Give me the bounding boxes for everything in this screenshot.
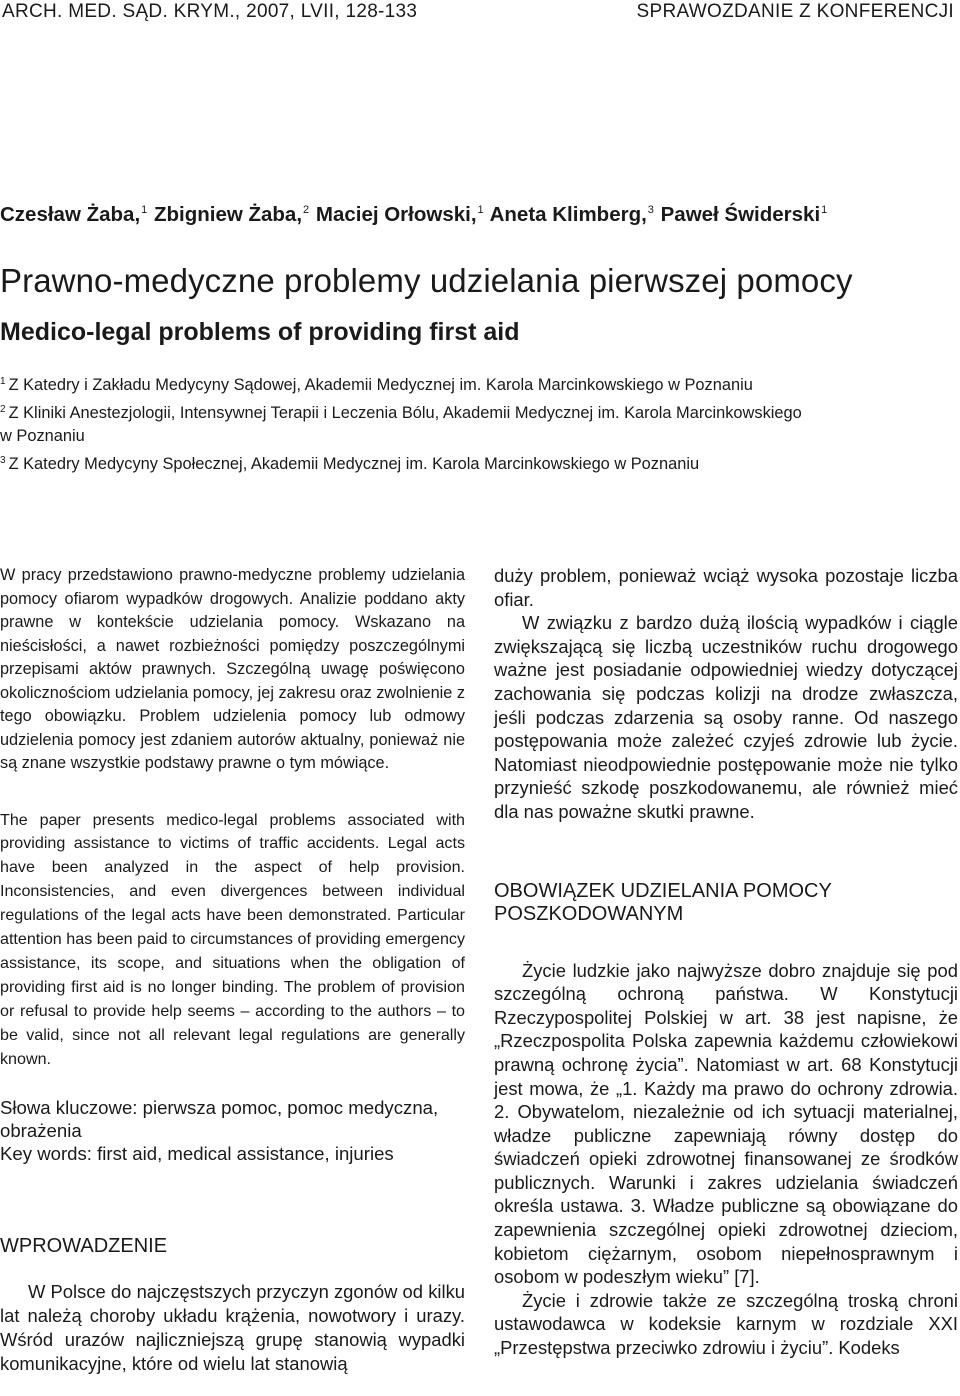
author-list bbox=[0, 203, 828, 227]
author-name: Zbigniew Żaba, bbox=[153, 203, 303, 226]
article-title-polish: Prawno-medyczne problemy udzielania pierwszej pomocy bbox=[0, 262, 853, 299]
affiliation-line: $^1$ Z Katedry i Zakładu Medycyny Sądowej, Akademii Medycznej im. Karola Marcinkowskiego w Poznaniu bbox=[0, 376, 753, 394]
author-name: Maciej Orłowski, bbox=[315, 203, 477, 226]
section-heading-introduction: WPROWADZENIE bbox=[0, 1235, 168, 1258]
keywords-polish: Słowa kluczowe: pierwsza pomoc, pomoc medyczna, obrażenia bbox=[0, 1097, 439, 1142]
affiliation-mark: 2 bbox=[0, 403, 6, 415]
abstract-polish: W pracy przedstawiono prawno-medyczne problemy udzielania pomocy ofiarom wypadków drogowych. Analizie poddano akty prawne w kontekście udzielania pomocy. Wskazano na nieścisłości, a nawet rozbieżności pomiędzy poszczególnymi przepisami aktów prawnych. Szczególną uwagę poświęcono okolicznościom udzielania pomocy, jej zakresu oraz zwolnienie z tego obowiązku. Problem udzielenia pomocy lub odmowy udzielenia pomocy jest zdaniem autorów aktualny, ponieważ nie są znane wszystkie podstawy prawne o tym mówiące. bbox=[0, 566, 465, 772]
body-paragraph: W związku z bardzo dużą ilością wypadków i ciągle zwiększającą się liczbą uczestników ruchu drogowego ważne jest posiadanie odpowiedniej wiedzy dotyczącej zachowania się podczas kolizji na drodze zwłaszcza, jeśli podczas zdarzenia są osoby ranne. Od naszego postępowania może zależeć czyjeś zdrowie lub życie. Natomiast nieodpowiednie postępowanie może nie tylko przynieść szkodę poszkodowanemu, ale również mieć dla nas poważne skutki prawne. bbox=[494, 612, 958, 822]
author-affiliation-mark: 2 bbox=[303, 204, 310, 216]
article-title-english: Medico-legal problems of providing first aid bbox=[0, 318, 520, 346]
introduction-paragraph: W Polsce do najczęstszych przyczyn zgonów od kilku lat należą choroby układu krążenia, nowotwory i urazy. Wśród urazów najliczniejszą grupę stanowią wypadki komunikacyjne, które od wielu lat stanowią bbox=[0, 1281, 465, 1374]
author-affiliation-mark: 3 bbox=[647, 204, 654, 216]
affiliation-line: $^3$ Z Katedry Medycyny Społecznej, Akademii Medycznej im. Karola Marcinkowskiego w Poznaniu bbox=[0, 454, 700, 473]
left-column bbox=[0, 564, 465, 1376]
body-paragraph: Życie ludzkie jako najwyższe dobro znajduje się pod szczególną ochroną państwa. W Konstytucji Rzeczypospolitej Polskiej w art. 38 jest napisne, że „Rzeczpospolita Polska zapewnia każdemu człowiekowi prawną ochronę życia”. Natomiast w art. 68 Konstytucji jest mowa, że „1. Każdy ma prawo do ochrony zdrowia. 2. Obywatelom, niezależnie od ich sytuacji materialnej, władze publiczne zapewniają równy dostęp do świadczeń opieki zdrowotnej finansowanej ze środków publicznych. Warunki i zakres udzielania świadczeń określa ustawa. 3. Władze publiczne są obowiązane do zapewnienia szczególnej opieki zdrowotnej dzieciom, kobietom ciężarnym, osobom niepełnosprawnym i osobom w podeszłym wieku” [7]. bbox=[494, 959, 958, 1288]
section-label: SPRAWOZDANIE Z KONFERENCJI bbox=[636, 1, 954, 22]
body-paragraph: Życie i zdrowie także ze szczególną troską chroni ustawodawca w kodeksie karnym w rozdziale XXI „Przestępstwa przeciwko zdrowiu i życiu”. Kodeks bbox=[494, 1289, 958, 1359]
right-column bbox=[494, 564, 958, 1360]
affiliation-mark: 3 bbox=[0, 454, 6, 466]
journal-citation: ARCH. MED. SĄD. KRYM., 2007, LVII, 128-133 bbox=[2, 1, 418, 22]
keywords-english: Key words: first aid, medical assistance, injuries bbox=[0, 1143, 394, 1165]
running-header bbox=[0, 0, 960, 28]
author-affiliation-mark: 1 bbox=[821, 204, 828, 216]
author-affiliation-mark: 1 bbox=[477, 204, 484, 216]
affiliation-mark: 1 bbox=[0, 376, 6, 387]
author-name: Paweł Świderski bbox=[660, 203, 821, 226]
affiliation-line: w Poznaniu bbox=[0, 427, 85, 446]
abstract-english: The paper presents medico-legal problems associated with providing assistance to victims of traffic accidents. Legal acts have been analyzed in the aspect of help provision. Inconsistencies, and even divergences between individual regulations of the legal acts have been demonstrated. Particular attention has been paid to circumstances of providing emergency assistance, its scope, and situations when the obligation of providing first aid is no longer binding. The problem of provision or refusal to provide help seems – according to the authors – to be valid, since not all relevant legal regulations are generally known. bbox=[0, 810, 465, 1068]
author-affiliation-mark: 1 bbox=[141, 204, 148, 216]
section-heading-duty: OBOWIĄZEK UDZIELANIA POMOCY POSZKODOWANYM bbox=[494, 879, 832, 925]
affiliation-line: $^2$ Z Kliniki Anestezjologii, Intensywnej Terapii i Leczenia Bólu, Akademii Medycznej im. Karola Marcinkowskiego bbox=[0, 403, 802, 422]
affiliations bbox=[0, 370, 960, 476]
author-name: Aneta Klimberg, bbox=[489, 203, 647, 226]
body-paragraph: duży problem, ponieważ wciąż wysoka pozostaje liczba ofiar. bbox=[494, 565, 958, 610]
author-name: Czesław Żaba, bbox=[0, 203, 141, 226]
